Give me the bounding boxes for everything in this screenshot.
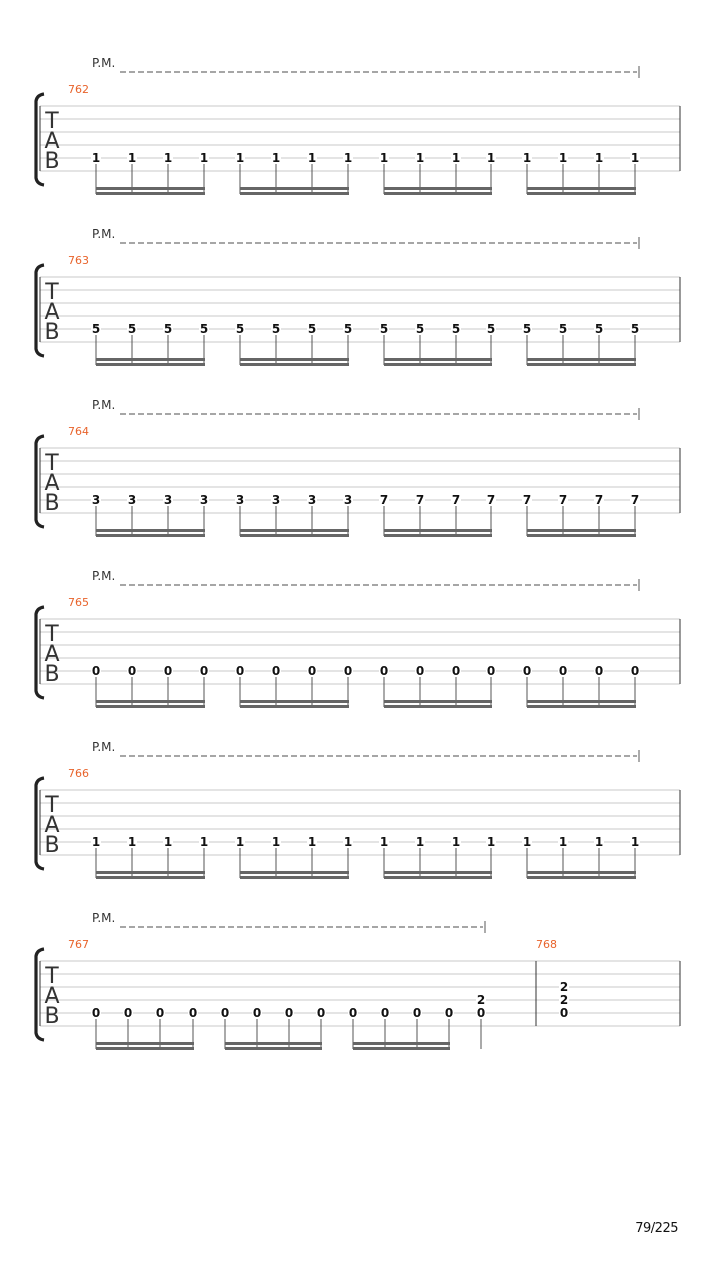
- fret-number: 0: [594, 664, 604, 678]
- fret-number: 0: [123, 1006, 133, 1020]
- beam-primary: [384, 871, 492, 874]
- fret-number: 5: [91, 322, 101, 336]
- fret-number: 1: [522, 835, 532, 849]
- fret-number: 2: [559, 993, 569, 1007]
- fret-number: 1: [91, 835, 101, 849]
- fret-number: 7: [558, 493, 568, 507]
- tab-clef-letter: A: [44, 300, 60, 325]
- tab-clef-letter: T: [45, 109, 59, 134]
- fret-number: 3: [271, 493, 281, 507]
- fret-number: 0: [343, 664, 353, 678]
- fret-number: 0: [348, 1006, 358, 1020]
- beam-primary: [240, 358, 349, 361]
- fret-number: 5: [415, 322, 425, 336]
- fret-number: 5: [486, 322, 496, 336]
- tab-clef-letter: A: [44, 642, 60, 667]
- tab-clef-letter: B: [44, 1004, 60, 1029]
- beam-primary: [527, 187, 636, 190]
- tab-clef-letter: T: [45, 622, 59, 647]
- fret-number: 1: [163, 835, 173, 849]
- beam-primary: [240, 529, 349, 532]
- beam-secondary: [96, 876, 205, 879]
- beam-secondary: [240, 705, 349, 708]
- beam-primary: [96, 871, 205, 874]
- tab-clef-letter: B: [44, 662, 60, 687]
- fret-number: 1: [235, 835, 245, 849]
- fret-number: 1: [630, 151, 640, 165]
- fret-number: 1: [199, 835, 209, 849]
- fret-number: 0: [271, 664, 281, 678]
- fret-number: 1: [235, 151, 245, 165]
- beam-secondary: [384, 876, 492, 879]
- beam-primary: [384, 529, 492, 532]
- measure-number: 768: [536, 938, 557, 951]
- fret-number: 5: [594, 322, 604, 336]
- page-number: 79/225: [635, 1221, 678, 1236]
- palm-mute-label: P.M.: [92, 227, 116, 241]
- fret-number: 1: [451, 151, 461, 165]
- fret-number: 1: [127, 151, 137, 165]
- tab-clef-letter: T: [45, 280, 59, 305]
- fret-number: 1: [271, 835, 281, 849]
- fret-number: 3: [127, 493, 137, 507]
- fret-number: 5: [558, 322, 568, 336]
- beam-secondary: [527, 876, 636, 879]
- tab-clef-letter: A: [44, 813, 60, 838]
- beam-primary: [240, 871, 349, 874]
- fret-number: 1: [630, 835, 640, 849]
- fret-number: 5: [630, 322, 640, 336]
- fret-number: 0: [284, 1006, 294, 1020]
- fret-number: 0: [220, 1006, 230, 1020]
- fret-number: 1: [91, 151, 101, 165]
- beam-secondary: [240, 876, 349, 879]
- fret-number: 0: [380, 1006, 390, 1020]
- beam-secondary: [384, 192, 492, 195]
- fret-number: 1: [558, 151, 568, 165]
- beam-secondary: [240, 192, 349, 195]
- fret-number: 0: [91, 664, 101, 678]
- fret-number: 0: [379, 664, 389, 678]
- fret-number: 3: [235, 493, 245, 507]
- fret-number: 0: [522, 664, 532, 678]
- fret-number: 7: [415, 493, 425, 507]
- fret-number: 0: [127, 664, 137, 678]
- fret-number: 0: [163, 664, 173, 678]
- tab-clef-letter: B: [44, 149, 60, 174]
- beam-primary: [527, 871, 636, 874]
- beam-secondary: [96, 1047, 194, 1050]
- tab-clef-letter: B: [44, 320, 60, 345]
- fret-number: 1: [486, 151, 496, 165]
- fret-number: 1: [127, 835, 137, 849]
- tab-clef-letter: B: [44, 491, 60, 516]
- beam-secondary: [527, 363, 636, 366]
- fret-number: 1: [415, 151, 425, 165]
- fret-number: 3: [307, 493, 317, 507]
- fret-number: 2: [559, 980, 569, 994]
- fret-number: 1: [522, 151, 532, 165]
- tab-clef-letter: A: [44, 129, 60, 154]
- palm-mute-label: P.M.: [92, 398, 116, 412]
- beam-primary: [240, 700, 349, 703]
- fret-number: 0: [252, 1006, 262, 1020]
- fret-number: 0: [476, 1006, 486, 1020]
- beam-secondary: [384, 705, 492, 708]
- beam-primary: [96, 1042, 194, 1045]
- beam-primary: [527, 700, 636, 703]
- fret-number: 1: [594, 151, 604, 165]
- fret-number: 1: [379, 835, 389, 849]
- fret-number: 0: [415, 664, 425, 678]
- beam-secondary: [527, 534, 636, 537]
- beam-secondary: [96, 534, 205, 537]
- beam-primary: [384, 187, 492, 190]
- beam-primary: [96, 700, 205, 703]
- beam-primary: [527, 358, 636, 361]
- fret-number: 5: [343, 322, 353, 336]
- fret-number: 7: [594, 493, 604, 507]
- fret-number: 1: [307, 835, 317, 849]
- fret-number: 3: [163, 493, 173, 507]
- fret-number: 5: [379, 322, 389, 336]
- palm-mute-label: P.M.: [92, 740, 116, 754]
- fret-number: 1: [558, 835, 568, 849]
- beam-primary: [240, 187, 349, 190]
- fret-number: 7: [630, 493, 640, 507]
- fret-number: 1: [451, 835, 461, 849]
- measure-number: 763: [68, 254, 89, 267]
- measure-number: 765: [68, 596, 89, 609]
- fret-number: 0: [307, 664, 317, 678]
- fret-number: 0: [486, 664, 496, 678]
- beam-secondary: [96, 363, 205, 366]
- palm-mute-label: P.M.: [92, 911, 116, 925]
- fret-number: 5: [127, 322, 137, 336]
- measure-number: 764: [68, 425, 89, 438]
- fret-number: 5: [199, 322, 209, 336]
- beam-secondary: [527, 192, 636, 195]
- beam-secondary: [96, 705, 205, 708]
- fret-number: 7: [451, 493, 461, 507]
- measure-number: 767: [68, 938, 89, 951]
- fret-number: 1: [379, 151, 389, 165]
- fret-number: 5: [235, 322, 245, 336]
- beam-primary: [384, 358, 492, 361]
- fret-number: 1: [594, 835, 604, 849]
- fret-number: 1: [199, 151, 209, 165]
- tab-clef-letter: A: [44, 471, 60, 496]
- fret-number: 0: [559, 1006, 569, 1020]
- tab-clef-letter: T: [45, 451, 59, 476]
- beam-secondary: [527, 705, 636, 708]
- beam-secondary: [96, 192, 205, 195]
- tab-clef-letter: T: [45, 964, 59, 989]
- fret-number: 3: [199, 493, 209, 507]
- beam-secondary: [240, 534, 349, 537]
- beam-primary: [527, 529, 636, 532]
- fret-number: 5: [451, 322, 461, 336]
- beam-secondary: [384, 534, 492, 537]
- tab-clef-letter: B: [44, 833, 60, 858]
- fret-number: 1: [343, 151, 353, 165]
- beam-primary: [225, 1042, 322, 1045]
- fret-number: 1: [486, 835, 496, 849]
- fret-number: 0: [316, 1006, 326, 1020]
- fret-number: 5: [271, 322, 281, 336]
- fret-number: 1: [307, 151, 317, 165]
- fret-number: 5: [522, 322, 532, 336]
- fret-number: 7: [522, 493, 532, 507]
- measure-number: 766: [68, 767, 89, 780]
- fret-number: 0: [412, 1006, 422, 1020]
- beam-primary: [353, 1042, 450, 1045]
- fret-number: 0: [558, 664, 568, 678]
- beam-primary: [384, 700, 492, 703]
- fret-number: 5: [307, 322, 317, 336]
- beam-primary: [96, 529, 205, 532]
- measure-number: 762: [68, 83, 89, 96]
- fret-number: 2: [476, 993, 486, 1007]
- fret-number: 0: [199, 664, 209, 678]
- tab-clef-letter: A: [44, 984, 60, 1009]
- fret-number: 3: [343, 493, 353, 507]
- fret-number: 1: [343, 835, 353, 849]
- fret-number: 0: [630, 664, 640, 678]
- fret-number: 0: [444, 1006, 454, 1020]
- fret-number: 0: [91, 1006, 101, 1020]
- fret-number: 0: [235, 664, 245, 678]
- beam-primary: [96, 187, 205, 190]
- fret-number: 7: [379, 493, 389, 507]
- fret-number: 1: [163, 151, 173, 165]
- beam-secondary: [240, 363, 349, 366]
- beam-primary: [96, 358, 205, 361]
- fret-number: 1: [271, 151, 281, 165]
- palm-mute-label: P.M.: [92, 569, 116, 583]
- palm-mute-label: P.M.: [92, 56, 116, 70]
- fret-number: 1: [415, 835, 425, 849]
- fret-number: 7: [486, 493, 496, 507]
- fret-number: 0: [451, 664, 461, 678]
- tab-clef-letter: T: [45, 793, 59, 818]
- beam-secondary: [384, 363, 492, 366]
- beam-secondary: [353, 1047, 450, 1050]
- fret-number: 0: [188, 1006, 198, 1020]
- fret-number: 5: [163, 322, 173, 336]
- beam-secondary: [225, 1047, 322, 1050]
- fret-number: 3: [91, 493, 101, 507]
- fret-number: 0: [155, 1006, 165, 1020]
